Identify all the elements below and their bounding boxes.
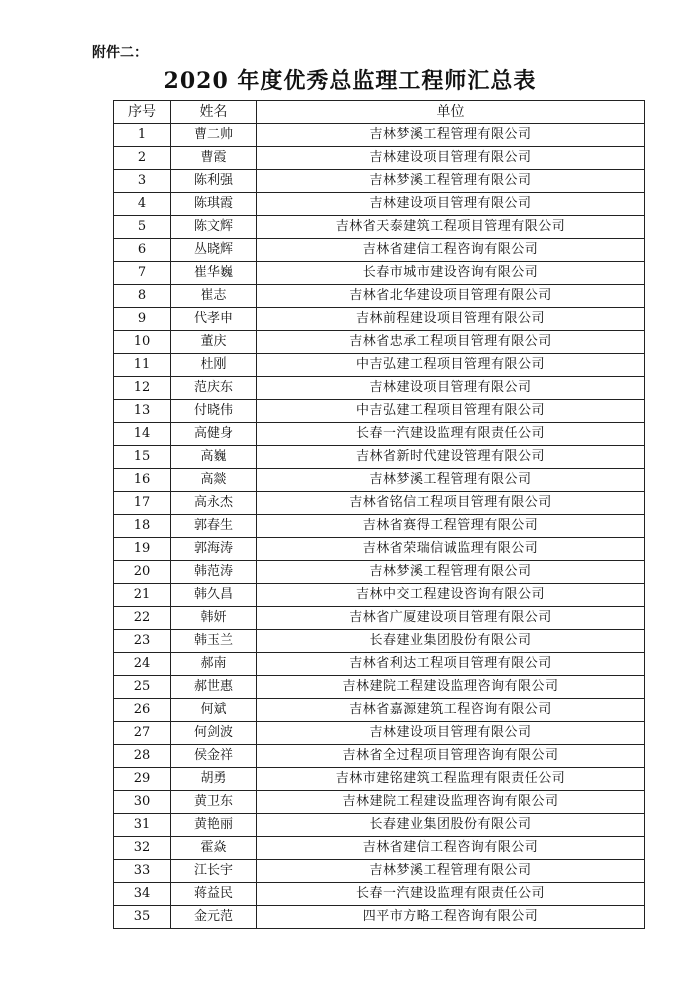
cell-name: 曹二帅: [171, 124, 257, 147]
cell-number: 6: [114, 239, 171, 262]
cell-name: 付晓伟: [171, 400, 257, 423]
table-row: [114, 607, 645, 630]
cell-name: 崔志: [171, 285, 257, 308]
table-row: [114, 492, 645, 515]
cell-name: 杜刚: [171, 354, 257, 377]
cell-number: 10: [114, 331, 171, 354]
cell-unit: 吉林梦溪工程管理有限公司: [257, 469, 645, 492]
column-header-unit: 单位: [257, 101, 645, 124]
cell-number: 34: [114, 883, 171, 906]
cell-unit: 吉林建院工程建设监理咨询有限公司: [257, 676, 645, 699]
cell-name: 郭春生: [171, 515, 257, 538]
cell-unit: 吉林梦溪工程管理有限公司: [257, 170, 645, 193]
cell-name: 郝南: [171, 653, 257, 676]
cell-name: 金元范: [171, 906, 257, 929]
cell-name: 代孝申: [171, 308, 257, 331]
cell-unit: 吉林省全过程项目管理咨询有限公司: [257, 745, 645, 768]
cell-number: 16: [114, 469, 171, 492]
cell-number: 20: [114, 561, 171, 584]
cell-number: 30: [114, 791, 171, 814]
table-row: [114, 124, 645, 147]
cell-name: 高燚: [171, 469, 257, 492]
table-row: [114, 193, 645, 216]
cell-name: 黄卫东: [171, 791, 257, 814]
cell-name: 范庆东: [171, 377, 257, 400]
cell-number: 1: [114, 124, 171, 147]
table-row: [114, 262, 645, 285]
cell-name: 高巍: [171, 446, 257, 469]
cell-unit: 吉林省天泰建筑工程项目管理有限公司: [257, 216, 645, 239]
table-row: [114, 814, 645, 837]
cell-unit: 四平市方略工程咨询有限公司: [257, 906, 645, 929]
cell-name: 韩久昌: [171, 584, 257, 607]
cell-unit: 吉林省铭信工程项目管理有限公司: [257, 492, 645, 515]
cell-name: 何斌: [171, 699, 257, 722]
cell-name: 高健身: [171, 423, 257, 446]
table-row: [114, 906, 645, 929]
table-row: [114, 469, 645, 492]
cell-unit: 中吉弘建工程项目管理有限公司: [257, 400, 645, 423]
cell-name: 黄艳丽: [171, 814, 257, 837]
cell-number: 7: [114, 262, 171, 285]
cell-name: 霍焱: [171, 837, 257, 860]
cell-name: 蒋益民: [171, 883, 257, 906]
cell-name: 韩妍: [171, 607, 257, 630]
cell-number: 4: [114, 193, 171, 216]
cell-name: 韩玉兰: [171, 630, 257, 653]
cell-name: 曹霞: [171, 147, 257, 170]
cell-name: 高永杰: [171, 492, 257, 515]
cell-number: 15: [114, 446, 171, 469]
cell-unit: 吉林前程建设项目管理有限公司: [257, 308, 645, 331]
cell-number: 32: [114, 837, 171, 860]
cell-unit: 吉林省北华建设项目管理有限公司: [257, 285, 645, 308]
table-row: [114, 331, 645, 354]
cell-number: 3: [114, 170, 171, 193]
cell-name: 胡勇: [171, 768, 257, 791]
cell-unit: 吉林建设项目管理有限公司: [257, 147, 645, 170]
cell-unit: 中吉弘建工程项目管理有限公司: [257, 354, 645, 377]
cell-unit: 吉林中交工程建设咨询有限公司: [257, 584, 645, 607]
cell-number: 2: [114, 147, 171, 170]
table-row: [114, 676, 645, 699]
table-row: [114, 400, 645, 423]
cell-name: 丛晓辉: [171, 239, 257, 262]
cell-number: 9: [114, 308, 171, 331]
cell-unit: 吉林建院工程建设监理咨询有限公司: [257, 791, 645, 814]
cell-number: 13: [114, 400, 171, 423]
table-header-row: [114, 101, 645, 124]
cell-unit: 长春建业集团股份有限公司: [257, 814, 645, 837]
document-title: 2020 年度优秀总监理工程师汇总表: [163, 68, 537, 94]
cell-number: 19: [114, 538, 171, 561]
table-row: [114, 377, 645, 400]
cell-number: 28: [114, 745, 171, 768]
table-row: [114, 147, 645, 170]
cell-number: 27: [114, 722, 171, 745]
cell-unit: 吉林省新时代建设管理有限公司: [257, 446, 645, 469]
cell-number: 18: [114, 515, 171, 538]
cell-unit: 长春建业集团股份有限公司: [257, 630, 645, 653]
cell-unit: 吉林梦溪工程管理有限公司: [257, 561, 645, 584]
cell-number: 33: [114, 860, 171, 883]
cell-name: 郝世惠: [171, 676, 257, 699]
cell-number: 35: [114, 906, 171, 929]
table-row: [114, 653, 645, 676]
table-row: [114, 515, 645, 538]
cell-name: 江长宇: [171, 860, 257, 883]
table-row: [114, 791, 645, 814]
cell-unit: 吉林省建信工程咨询有限公司: [257, 239, 645, 262]
table-row: [114, 883, 645, 906]
cell-unit: 长春一汽建设监理有限责任公司: [257, 423, 645, 446]
table-row: [114, 308, 645, 331]
table-row: [114, 837, 645, 860]
table-row: [114, 423, 645, 446]
table-row: [114, 584, 645, 607]
cell-number: 29: [114, 768, 171, 791]
cell-unit: 吉林省建信工程咨询有限公司: [257, 837, 645, 860]
cell-unit: 吉林省荣瑞信诚监理有限公司: [257, 538, 645, 561]
cell-name: 韩范涛: [171, 561, 257, 584]
table-row: [114, 722, 645, 745]
cell-number: 24: [114, 653, 171, 676]
cell-unit: 长春市城市建设咨询有限公司: [257, 262, 645, 285]
cell-unit: 吉林建设项目管理有限公司: [257, 377, 645, 400]
cell-number: 25: [114, 676, 171, 699]
column-header-number: 序号: [114, 101, 171, 124]
table-row: [114, 561, 645, 584]
cell-number: 12: [114, 377, 171, 400]
table-row: [114, 239, 645, 262]
cell-unit: 吉林省嘉源建筑工程咨询有限公司: [257, 699, 645, 722]
cell-number: 5: [114, 216, 171, 239]
cell-name: 何剑波: [171, 722, 257, 745]
table-row: [114, 170, 645, 193]
cell-name: 陈文辉: [171, 216, 257, 239]
table-row: [114, 538, 645, 561]
cell-name: 崔华巍: [171, 262, 257, 285]
cell-unit: 吉林省利达工程项目管理有限公司: [257, 653, 645, 676]
cell-name: 郭海涛: [171, 538, 257, 561]
cell-number: 23: [114, 630, 171, 653]
cell-name: 侯金祥: [171, 745, 257, 768]
table-row: [114, 216, 645, 239]
cell-unit: 吉林省赛得工程管理有限公司: [257, 515, 645, 538]
cell-number: 11: [114, 354, 171, 377]
cell-unit: 吉林市建铭建筑工程监理有限责任公司: [257, 768, 645, 791]
cell-unit: 吉林省忠承工程项目管理有限公司: [257, 331, 645, 354]
cell-number: 26: [114, 699, 171, 722]
cell-number: 22: [114, 607, 171, 630]
cell-unit: 长春一汽建设监理有限责任公司: [257, 883, 645, 906]
table-row: [114, 768, 645, 791]
table-row: [114, 285, 645, 308]
cell-unit: 吉林梦溪工程管理有限公司: [257, 860, 645, 883]
table-row: [114, 860, 645, 883]
table-row: [114, 446, 645, 469]
attachment-label: 附件二：: [92, 45, 148, 61]
table-row: [114, 745, 645, 768]
engineer-summary-table: [113, 100, 645, 929]
cell-number: 14: [114, 423, 171, 446]
cell-number: 21: [114, 584, 171, 607]
cell-name: 陈利强: [171, 170, 257, 193]
cell-name: 董庆: [171, 331, 257, 354]
cell-unit: 吉林省广厦建设项目管理有限公司: [257, 607, 645, 630]
cell-number: 8: [114, 285, 171, 308]
cell-unit: 吉林建设项目管理有限公司: [257, 193, 645, 216]
cell-number: 17: [114, 492, 171, 515]
table-row: [114, 699, 645, 722]
cell-unit: 吉林建设项目管理有限公司: [257, 722, 645, 745]
table-body: [114, 124, 645, 929]
cell-number: 31: [114, 814, 171, 837]
cell-name: 陈琪霞: [171, 193, 257, 216]
table-row: [114, 354, 645, 377]
table-row: [114, 630, 645, 653]
column-header-name: 姓名: [171, 101, 257, 124]
cell-unit: 吉林梦溪工程管理有限公司: [257, 124, 645, 147]
